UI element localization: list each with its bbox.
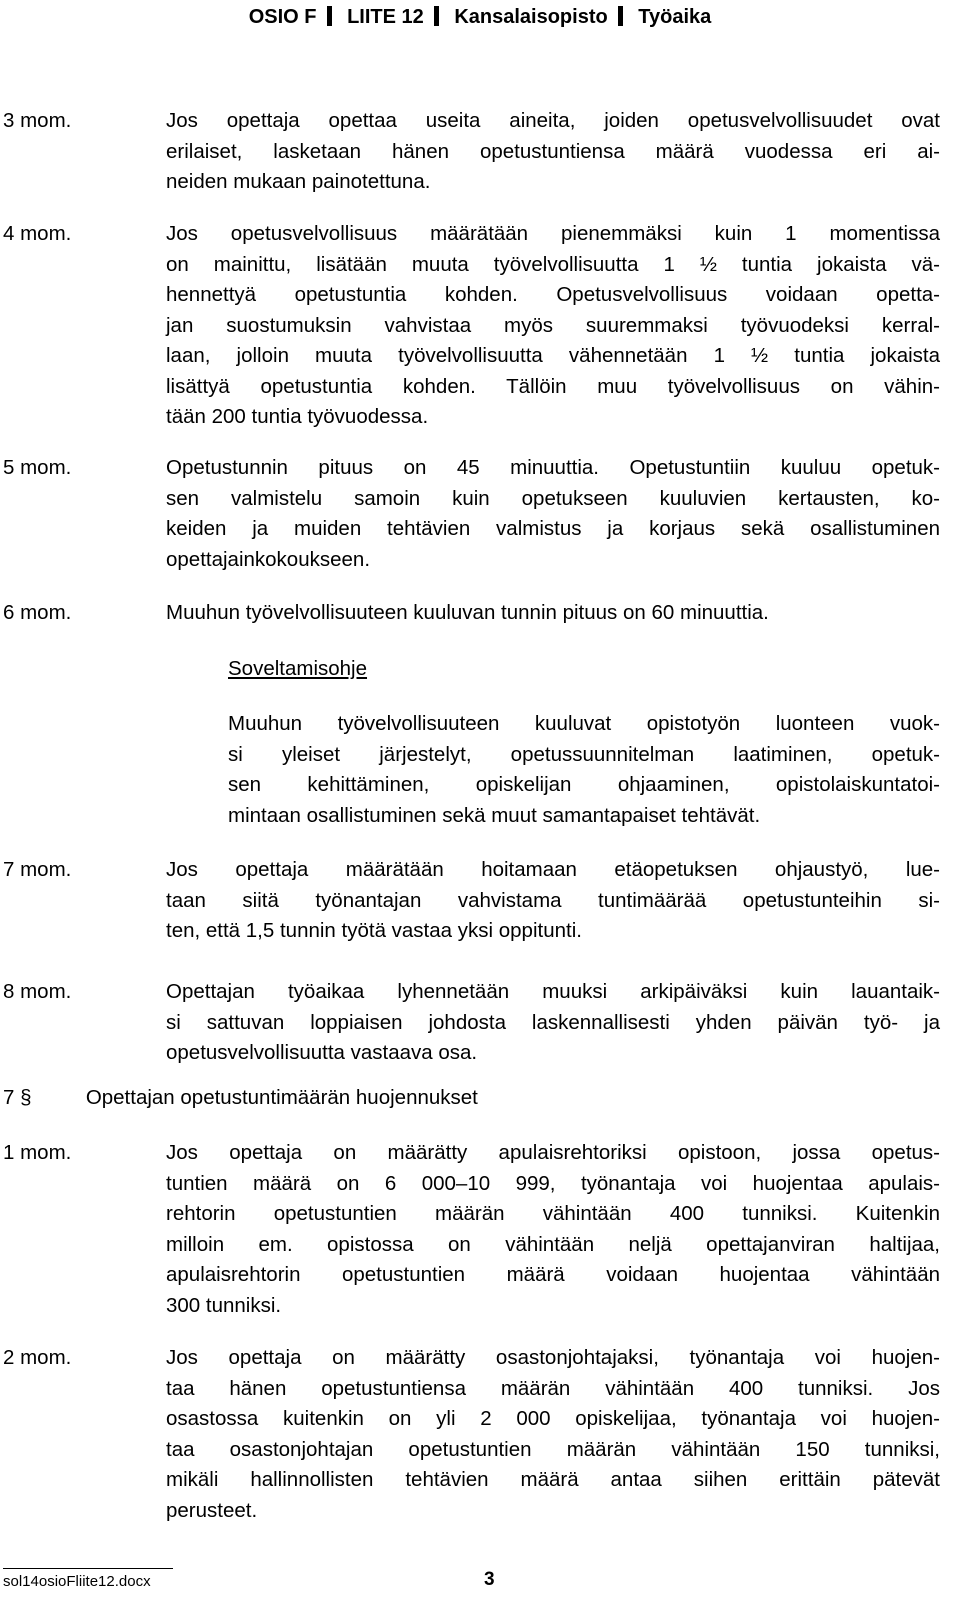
text-line: tuntien määrä on 6 000–10 999, työnantaja voi huojentaa apulais- <box>166 1171 940 1195</box>
text-line: mintaan osallistuminen sekä muut samantapaiset tehtävät. <box>228 803 761 827</box>
text-line: Opetustunnin pituus on 45 minuuttia. Opetustuntiin kuuluu opetuk- <box>166 456 940 479</box>
section-title: Opettajan opetustuntimäärän huojennukset <box>85 1086 478 1109</box>
text-line: osastossa kuitenkin on yli 2 000 opiskelijaa, työnantaja voi huojen- <box>166 1407 940 1430</box>
text-line: Muuhun työvelvollisuuteen kuuluvan tunnin pituus on 60 minuuttia. <box>166 601 769 624</box>
header-subject: Työaika <box>638 6 712 28</box>
text-line: Jos opettaja on määrätty osastonjohtajaksi, työnantaja voi huojen- <box>166 1346 940 1369</box>
text-line: Jos opetusvelvollisuus määrätään pienemmäksi kuin 1 momentissa <box>166 222 940 245</box>
text-line: Jos opettaja on määrätty apulaisrehtoriksi opistoon, jossa opetus- <box>166 1141 940 1164</box>
text-line: taan siitä työnantajan vahvistama tuntimäärää opetustunteihin si- <box>166 888 940 912</box>
header-separator <box>327 6 332 26</box>
paragraph-label: 1 mom. <box>3 1141 72 1164</box>
text-line: opettajainkokoukseen. <box>166 547 371 571</box>
header-topic: Kansalaisopisto <box>454 6 608 28</box>
text-line: on mainittu, lisätään muuta työvelvollisuutta 1 ½ tuntia jokaista vä- <box>166 252 940 276</box>
header-appendix: LIITE 12 <box>347 6 424 28</box>
section-symbol: § <box>20 1086 32 1109</box>
header-separator <box>434 6 439 26</box>
section-heading <box>3 1083 478 1114</box>
section-number: 7 <box>3 1086 15 1109</box>
page-header <box>0 4 960 30</box>
text-line: 300 tunniksi. <box>166 1293 282 1317</box>
text-line: sen valmistelu samoin kuin opetukseen kuuluvien kertausten, ko- <box>166 486 940 510</box>
text-line: jan suostumuksin vahvistaa myös suuremmaksi työvuodeksi kerral- <box>166 313 940 337</box>
paragraph-label: 4 mom. <box>3 222 72 245</box>
text-line: perusteet. <box>166 1498 258 1522</box>
paragraph-label: 5 mom. <box>3 456 72 479</box>
text-line: Opettajan työaikaa lyhennetään muuksi arkipäiväksi kuin lauantaik- <box>166 980 940 1003</box>
footer-filename: sol14osioFliite12.docx <box>3 1573 151 1590</box>
page-number: 3 <box>484 1569 495 1590</box>
text-line: ten, että 1,5 tunnin työtä vastaa yksi oppitunti. <box>166 919 582 942</box>
paragraph-label: 6 mom. <box>3 601 72 624</box>
footer-rule <box>3 1568 173 1569</box>
text-line: milloin em. opistossa on vähintään neljä opettajanviran haltijaa, <box>166 1232 940 1256</box>
paragraph-label: 7 mom. <box>3 858 72 881</box>
text-line: si yleiset järjestelyt, opetussuunnitelman laatiminen, opetuk- <box>228 742 940 766</box>
text-line: apulaisrehtorin opetustuntien määrä voidaan huojentaa vähintään <box>166 1263 940 1286</box>
header-separator <box>618 6 623 26</box>
text-line: hennettyä opetustuntia kohden. Opetusvelvollisuus voidaan opetta- <box>166 283 940 306</box>
text-line: laan, jolloin muuta työvelvollisuutta vähennetään 1 ½ tuntia jokaista <box>166 344 940 367</box>
text-line: opetusvelvollisuutta vastaava osa. <box>166 1041 478 1064</box>
text-line: rehtorin opetustuntien määrän vähintään 400 tunniksi. Kuitenkin <box>166 1202 940 1225</box>
text-line: Muuhun työvelvollisuuteen kuuluvat opistotyön luonteen vuok- <box>228 712 940 735</box>
text-line: si sattuvan loppiaisen johdosta laskennallisesti yhden päivän työ- ja <box>166 1010 940 1034</box>
text-line: tään 200 tuntia työvuodessa. <box>166 405 429 428</box>
text-line: mikäli hallinnollisten tehtävien määrä antaa siihen erittäin pätevät <box>166 1468 940 1491</box>
text-line: neiden mukaan painotettuna. <box>166 170 431 193</box>
paragraph-label: 3 mom. <box>3 109 72 132</box>
text-line: Jos opettaja opettaa useita aineita, joiden opetusvelvollisuudet ovat <box>166 109 940 132</box>
text-line: keiden ja muiden tehtävien valmistus ja korjaus sekä osallistuminen <box>166 517 940 540</box>
paragraph-label: 8 mom. <box>3 980 72 1003</box>
text-line: taa osastonjohtajan opetustuntien määrän vähintään 150 tunniksi, <box>166 1437 940 1461</box>
text-line: erilaiset, lasketaan hänen opetustuntiensa määrä vuodessa eri ai- <box>166 139 940 163</box>
text-line: taa hänen opetustuntiensa määrän vähintään 400 tunniksi. Jos <box>166 1376 940 1400</box>
text-line: lisättyä opetustuntia kohden. Tällöin muu työvelvollisuus on vähin- <box>166 374 940 398</box>
text-line: Jos opettaja määrätään hoitamaan etäopetuksen ohjaustyö, lue- <box>166 858 940 881</box>
header-section: OSIO F <box>248 6 317 28</box>
guideline-heading: Soveltamisohje <box>228 657 368 680</box>
paragraph-label: 2 mom. <box>3 1346 72 1369</box>
text-line: sen kehittäminen, opiskelijan ohjaaminen, opistolaiskuntatoi- <box>228 773 940 796</box>
